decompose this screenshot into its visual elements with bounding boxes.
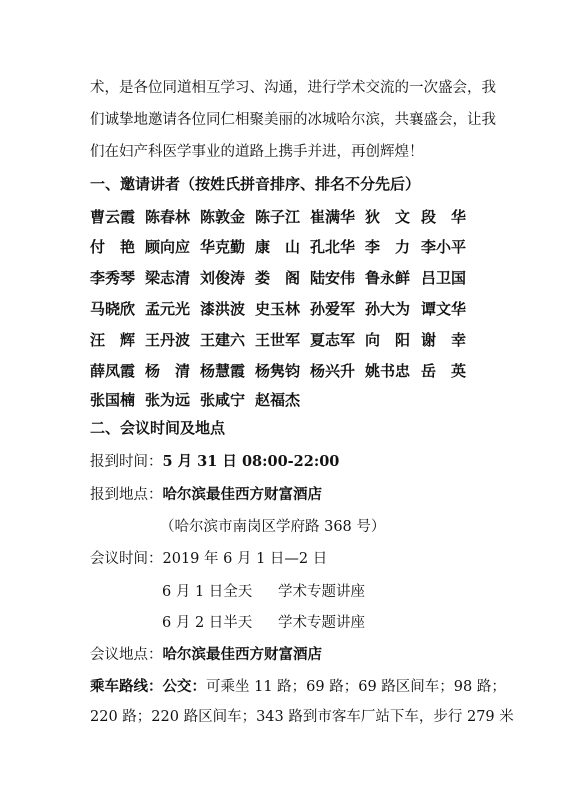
intro-line-3: 们在妇产科医学事业的道路上携手并进，再创辉煌！ [90, 144, 424, 160]
registration-place-value: 哈尔滨最佳西方财富酒店 [162, 486, 322, 503]
speaker-name: 崔满华 [310, 208, 356, 226]
speaker-row [90, 299, 470, 319]
speaker-row [90, 207, 470, 227]
registration-time-row [90, 452, 339, 472]
speaker-name: 王世军 [255, 331, 301, 349]
intro-line-2: 们诚挚地邀请各位同仁相聚美丽的冰城哈尔滨，共襄盛会，让我 [90, 112, 496, 128]
speaker-row [90, 361, 470, 381]
speaker-name: 狄 文 [365, 208, 411, 226]
speaker-name: 张为远 [145, 391, 191, 409]
speaker-name: 赵福杰 [255, 391, 301, 409]
transport-row [90, 677, 506, 697]
schedule-event-1: 学术专题讲座 [278, 584, 365, 600]
meeting-place-row [90, 645, 322, 665]
schedule-event-2: 学术专题讲座 [278, 615, 365, 631]
speaker-name: 孙爱军 [310, 300, 356, 318]
transport-label: 乘车路线： [90, 678, 163, 695]
meeting-time-value: 2019 年 6 月 1 日—2 日 [162, 551, 328, 567]
speaker-name: 王建六 [200, 331, 246, 349]
speaker-name: 姚书忠 [365, 362, 411, 380]
speaker-name: 付 艳 [90, 238, 136, 256]
speaker-name: 夏志军 [310, 331, 356, 349]
registration-place-label: 报到地点： [90, 487, 163, 503]
registration-address: （哈尔滨市南岗区学府路 368 号） [160, 519, 386, 535]
speaker-row [90, 237, 470, 257]
speaker-row [90, 330, 470, 350]
schedule-day-2: 6 月 2 日半天 [162, 615, 253, 631]
speaker-name: 杨隽钧 [255, 362, 301, 380]
speaker-name: 谢 幸 [421, 331, 467, 349]
speaker-row [90, 390, 470, 410]
meeting-time-row [90, 549, 327, 569]
schedule-day-1: 6 月 1 日全天 [162, 584, 253, 600]
speaker-name: 孔北华 [310, 238, 356, 256]
registration-time-value: 5 月 31 日 08:00-22:00 [162, 453, 340, 470]
transport-bus-text-1: 可乘坐 11 路；69 路；69 路区间车；98 路； [206, 679, 506, 695]
speaker-name: 陈春林 [145, 208, 191, 226]
speaker-name: 刘俊涛 [200, 269, 246, 287]
speaker-name: 马晓欣 [90, 300, 136, 318]
speaker-row [90, 268, 470, 288]
speaker-name: 杨兴升 [310, 362, 356, 380]
speaker-name: 王丹波 [145, 331, 191, 349]
registration-place-row [90, 485, 322, 505]
meeting-place-value: 哈尔滨最佳西方财富酒店 [162, 646, 322, 663]
transport-bus-text-2: 220 路；220 路区间车；343 路到市客车厂站下车，步行 279 米 [90, 709, 514, 725]
speaker-name: 娄 阁 [255, 269, 301, 287]
speaker-name: 薛凤霞 [90, 362, 136, 380]
speaker-name: 华克勤 [200, 238, 246, 256]
speaker-name: 谭文华 [421, 300, 467, 318]
transport-bus-label: 公交： [162, 678, 206, 695]
speaker-name: 顾向应 [145, 238, 191, 256]
meeting-place-label: 会议地点： [90, 647, 163, 663]
speaker-name: 段 华 [421, 208, 467, 226]
speaker-name: 康 山 [255, 238, 301, 256]
speaker-name: 鲁永鲜 [365, 269, 411, 287]
speaker-name: 李 力 [365, 238, 411, 256]
speaker-name: 陈子江 [255, 208, 301, 226]
speaker-name: 李秀琴 [90, 269, 136, 287]
speaker-name: 梁志清 [145, 269, 191, 287]
speaker-name: 陆安伟 [310, 269, 356, 287]
speaker-name: 汪 辉 [90, 331, 136, 349]
speaker-name: 张咸宁 [200, 391, 246, 409]
speaker-name: 曹云霞 [90, 208, 136, 226]
section-invited-speakers-heading: 一、邀请讲者（按姓氏拼音排序、排名不分先后） [90, 175, 421, 193]
speaker-name: 向 阳 [365, 331, 411, 349]
speaker-name: 杨慧霞 [200, 362, 246, 380]
intro-line-1: 术，是各位同道相互学习、沟通，进行学术交流的一次盛会，我 [90, 80, 496, 96]
speaker-name: 吕卫国 [421, 269, 467, 287]
speaker-name: 李小平 [421, 238, 467, 256]
speaker-name: 杨 清 [145, 362, 191, 380]
speaker-name: 孙大为 [365, 300, 411, 318]
meeting-time-label: 会议时间： [90, 551, 163, 567]
registration-time-label: 报到时间： [90, 454, 163, 470]
speaker-name: 孟元光 [145, 300, 191, 318]
speaker-name: 岳 英 [421, 362, 467, 380]
speaker-name: 漆洪波 [200, 300, 246, 318]
section-time-place-heading: 二、会议时间及地点 [90, 419, 226, 437]
speaker-name: 陈敦金 [200, 208, 246, 226]
speaker-name: 史玉林 [255, 300, 301, 318]
speaker-name: 张国楠 [90, 391, 136, 409]
